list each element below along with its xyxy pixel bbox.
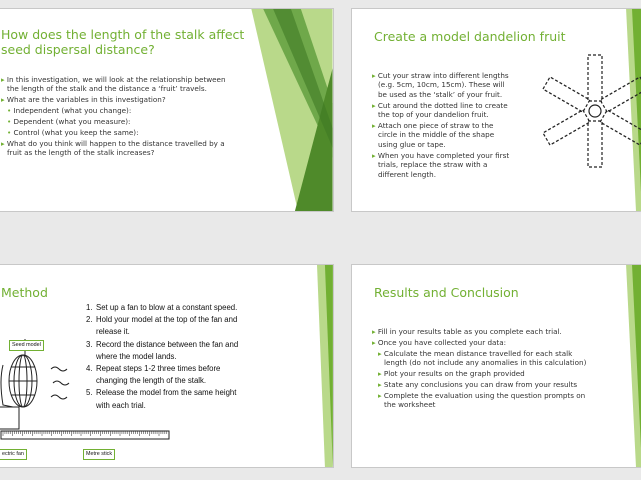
- slide-body: [372, 71, 542, 180]
- slide-title: How does the length of the stalk affect seed dispersal distance?: [1, 27, 245, 57]
- bullet-item: ▸ Cut around the dotted line to create the top of your dandelion fruit.: [372, 100, 508, 120]
- slide-title: Results and Conclusion: [374, 285, 519, 300]
- slide-model-dandelion: [351, 8, 641, 212]
- bullet-item: ▸ State any conclusions you can draw from your results: [378, 380, 578, 390]
- bullet-item: ▸ Once you have collected your data:: [372, 337, 507, 347]
- text-line: ▸ What do you think will happen to the distance travelled by a fruit as the length of the stalk increases?: [1, 138, 225, 158]
- slide-title: Create a model dandelion fruit: [374, 29, 566, 44]
- bullet-item: ▸ Cut your straw into different lengths (e.g. 5cm, 10cm, 15cm). These will be used as the ‘stalk’ of your fruit.: [372, 71, 509, 99]
- slide-results-conclusion: [351, 264, 641, 468]
- wind-lines: [51, 367, 69, 399]
- bullet-item: ▸ Attach one piece of straw to the circle in the middle of the shape using glue or tape.: [372, 121, 495, 149]
- slide-title: Method: [1, 285, 48, 300]
- slide-method: [0, 264, 334, 468]
- slide-body: [1, 75, 263, 159]
- metre-stick-label: Metre stick: [83, 449, 115, 460]
- text-line: ▸ What are the variables in this investigation?: [1, 95, 166, 105]
- bullet-item: ▸ When you have completed your first trials, replace the straw with a different length.: [372, 150, 510, 179]
- text-line: ▸ In this investigation, we will look at the relationship between the length of the stalk and the distance a ‘fruit’ travels.: [1, 75, 226, 94]
- bullet-item: ▸ Complete the evaluation using the question prompts on the worksheet: [378, 390, 586, 410]
- step-item: 2. Hold your model at the top of the fan and release it.: [86, 315, 238, 337]
- slide-stalk-length-question: [0, 8, 334, 212]
- bullet-item: ▸ Fill in your results table as you complete each trial.: [372, 327, 562, 336]
- dandelion-template-diagram: [540, 53, 641, 169]
- step-item: 5. Release the model from the same height with each trial.: [86, 388, 237, 410]
- text-line: • Dependent (what you measure):: [7, 117, 131, 127]
- fan-icon: [0, 355, 37, 429]
- slide-body: [372, 327, 634, 411]
- green-decoration: [303, 265, 333, 467]
- fan-experiment-diagram: [0, 335, 177, 457]
- step-item: 3. Record the distance between the fan and where the model lands.: [86, 339, 239, 361]
- seed-model-label: Seed model: [9, 340, 44, 351]
- text-line: • Independent (what you change):: [7, 106, 132, 116]
- text-line: • Control (what you keep the same):: [7, 128, 139, 138]
- bullet-item: ▸ Plot your results on the graph provided: [378, 369, 525, 379]
- step-item: 1. Set up a fan to blow at a constant speed.: [86, 303, 238, 312]
- bullet-item: ▸ Calculate the mean distance travelled for each stalk length (do not include any anomalies in this calculation): [378, 348, 587, 368]
- step-item: 4. Repeat steps 1-2 three times before changing the length of the stalk.: [86, 364, 221, 386]
- electric-fan-label: ectric fan: [0, 449, 27, 460]
